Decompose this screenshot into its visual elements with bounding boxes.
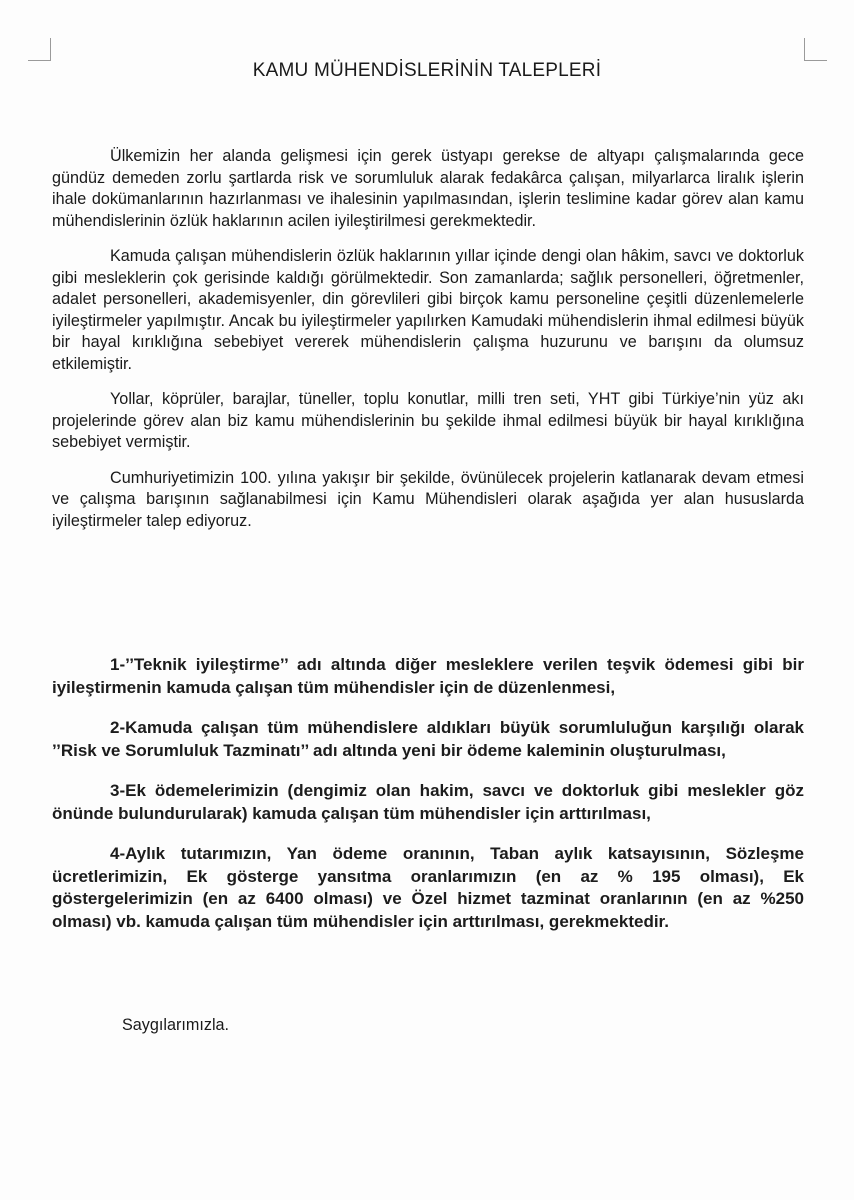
paragraph-2: Kamuda çalışan mühendislerin özlük haklarının yıllar içinde dengi olan hâkim, savcı ve doktorluk gibi mesleklerin çok gerisinde kaldığı görülmektedir. Son zamanlarda; sağlık personelleri, öğretmenler, adalet personelleri, akademisyenler, din görevlileri gibi birçok kamu personeline çeşitli düzenlemelerle iyileştirmeler yapılmıştır. Ancak bu iyileştirmeler yapılırken Kamudaki mühendislerin ihmal edilmesi büyük bir hayal kırıklığına sebebiyet vererek mühendislerin çalışma huzurunu ve barışını da olumsuz etkilemiştir.: [52, 247, 804, 373]
paragraph-4: Cumhuriyetimizin 100. yılına yakışır bir şekilde, övünülecek projelerin katlanarak devam etmesi ve çalışma barışının sağlanabilmesi için Kamu Mühendisleri olarak aşağıda yer alan hususlarda iyileştirmeler talep ediyoruz.: [52, 468, 804, 530]
demand-item-4: 4-Aylık tutarımızın, Yan ödeme oranının, Taban aylık katsayısının, Sözleşme ücretlerimizin, Ek gösterge yansıtma oranlarımızın (en az % 195 olması), Ek göstergelerimizin (en az 6400 olması) ve Özel hizmet tazminat oranlarının (en az %250 olması) vb. kamuda çalışan tüm mühendisler için arttırılması, gerekmektedir.: [52, 844, 804, 931]
document-body: [52, 146, 804, 546]
demand-item-1: 1-’’Teknik iyileştirme’’ adı altında diğer mesleklere verilen teşvik ödemesi gibi bir iyileştirmenin kamuda çalışan tüm mühendisler için de düzenlenmesi,: [52, 655, 804, 697]
document-title: KAMU MÜHENDİSLERİNİN TALEPLERİ: [252, 60, 602, 81]
demand-item-3: 3-Ek ödemelerimizin (dengimiz olan hakim, savcı ve doktorluk gibi meslekler göz önünde bulundurularak) kamuda çalışan tüm mühendisler için arttırılması,: [52, 781, 804, 823]
demand-item-2: 2-Kamuda çalışan tüm mühendislere aldıkları büyük sorumluluğun karşılığı olarak ’’Risk ve Sorumluluk Tazminatı’’ adı altında yeni bir ödeme kaleminin oluşturulması,: [52, 718, 804, 760]
closing-salutation: Saygılarımızla.: [122, 1016, 230, 1034]
margin-corner-mark-left: [28, 38, 51, 61]
paragraph-1: Ülkemizin her alanda gelişmesi için gerek üstyapı gerekse de altyapı çalışmalarında gece gündüz demeden zorlu şartlarda risk ve sorumluluk alarak fedakârca çalışan, milyarlarca liralık işlerin ihale dokümanlarının hazırlanması ve ihalesinin yapılmasından, işlerin teslimine kadar görev alan kamu mühendislerinin özlük haklarının acilen iyileştirilmesi gerekmektedir.: [52, 147, 804, 230]
paragraph-3: Yollar, köprüler, barajlar, tüneller, toplu konutlar, milli tren seti, YHT gibi Türkiye’nin yüz akı projelerinde görev alan biz kamu mühendislerinin bu şekilde ihmal edilmesi büyük bir hayal kırıklığına sebebiyet vermiştir.: [52, 390, 804, 451]
demands-list: [52, 654, 804, 951]
margin-corner-mark-right: [804, 38, 827, 61]
